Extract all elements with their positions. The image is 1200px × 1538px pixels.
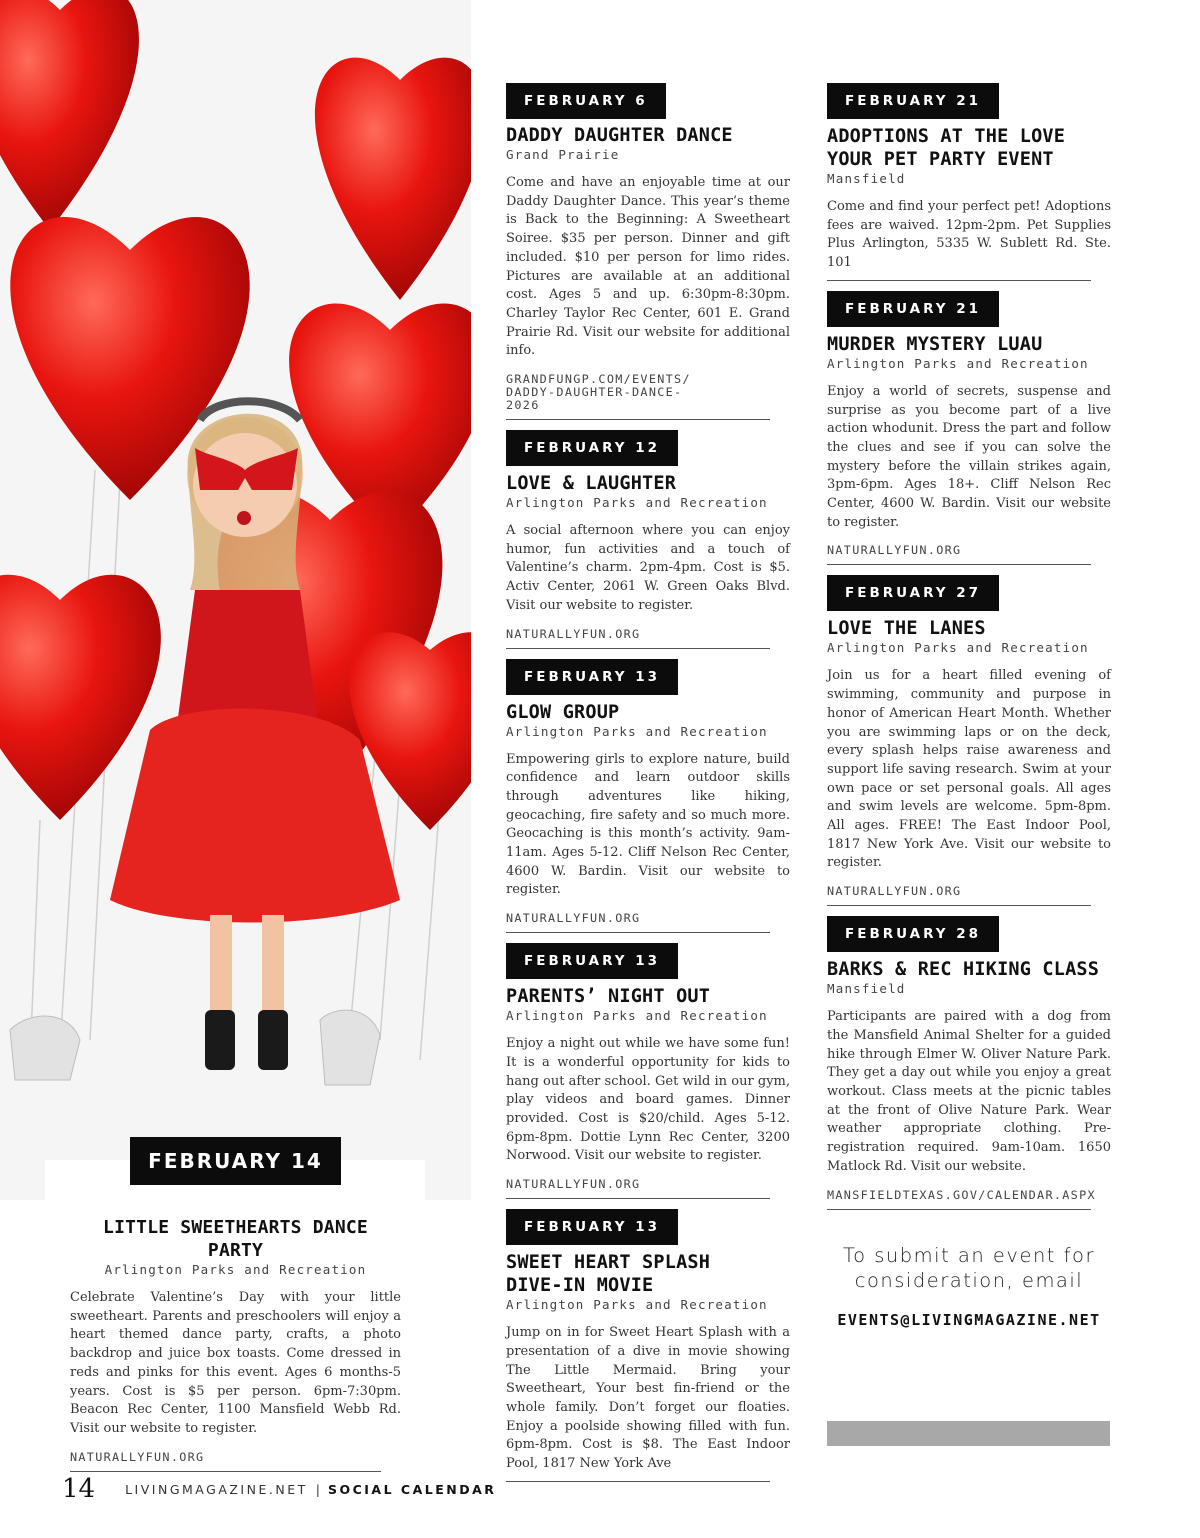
section-name: SOCIAL CALENDAR <box>327 1481 497 1497</box>
event-description: Enjoy a world of secrets, suspense and surprise as you become part of a live action whodunit. Dress the part and follow the clues and see if you can solve the mystery before the villain strikes again, 3pm-6pm. Ages 18+. Cliff Nelson Rec Center, 4600 W. Bardin. Visit our website to register. <box>827 383 1111 530</box>
event-title: ADOPTIONS AT THE LOVE YOUR PET PARTY EVENT <box>827 126 1066 170</box>
date-tag: FEBRUARY 27 <box>827 575 999 611</box>
site-name: LIVINGMAGAZINE.NET <box>125 1481 308 1497</box>
date-tag: FEBRUARY 28 <box>827 916 999 952</box>
page-footer <box>62 1472 496 1506</box>
event-description: Jump on in for Sweet Heart Splash with a presentation of a dive in movie showing The Little Mermaid. Bring your Sweetheart, Your best fin-friend or the whole family. Don’t forget our floaties. Enjoy a poolside showing filled with fun. 6pm-8pm. Cost is $8. The East Indoor Pool, 1817 New York Ave <box>506 1325 790 1472</box>
event-title: SWEET HEART SPLASH DIVE-IN MOVIE <box>506 1252 711 1297</box>
event-organizer: Arlington Parks and Recreation <box>506 495 768 511</box>
event-barks-and-rec <box>827 916 1111 1209</box>
divider <box>506 1481 770 1482</box>
divider <box>827 280 1091 281</box>
event-title: DADDY DAUGHTER DANCE <box>506 125 733 146</box>
event-title: LOVE THE LANES <box>827 618 986 640</box>
event-glow-group <box>506 659 790 934</box>
event-url[interactable]: NATURALLYFUN.ORG <box>506 911 641 926</box>
event-love-and-laughter <box>506 430 790 649</box>
gray-bar <box>827 1421 1110 1446</box>
event-description: A social afternoon where you can enjoy humor, fun activities and a touch of Valentine’s charm. 2pm-4pm. Cost is $5. Activ Center, 2061 W. Green Oaks Blvd. Visit our website to register. <box>506 523 790 613</box>
event-description: Join us for a heart filled evening of swimming, community and purpose in honor of American Heart Month. Whether you are swimming laps or on the deck, every splash helps raise awareness and support life saving research. Swim at your own pace or set personal goals. All ages and swim levels are welcome. 5pm-8pm. All ages. FREE! The East Indoor Pool, 1817 New York Ave. Visit our website to register. <box>827 668 1111 871</box>
featured-date-tag: FEBRUARY 14 <box>130 1137 341 1185</box>
page-number: 14 <box>62 1474 96 1504</box>
event-url[interactable]: NATURALLYFUN.ORG <box>506 1177 641 1192</box>
event-title: MURDER MYSTERY LUAU <box>827 333 1043 355</box>
submit-text: To submit an event for consideration, email <box>843 1244 1095 1292</box>
event-organizer: Grand Prairie <box>506 147 620 162</box>
divider <box>827 905 1091 906</box>
featured-description: Celebrate Valentine’s Day with your little sweetheart. Parents and preschoolers will enjoy a heart themed dance party, crafts, a photo backdrop and juice box toasts. Come dressed in reds and pinks for this event. Ages 6 months-5 years. Cost is $5 per person. 6pm-7:30pm. Beacon Rec Center, 1100 Mansfield Webb Rd. Visit our website to register. <box>70 1290 401 1436</box>
date-tag: FEBRUARY 21 <box>827 291 999 327</box>
event-description: Come and have an enjoyable time at our Daddy Daughter Dance. This year’s theme is Back to the Beginning: A Sweetheart Soiree. $35 per person. Dinner and gift included. $10 per person for limo rides. Pictures are available at an additional cost. Ages 5 and up. 6:30pm-8:30pm. Charley Taylor Rec Center, 601 E. Grand Prairie Rd. Visit our website for additional info. <box>506 175 790 359</box>
divider <box>827 1209 1091 1210</box>
event-parents-night-out <box>506 943 790 1199</box>
submit-email-link[interactable]: EVENTS@LIVINGMAGAZINE.NET <box>837 1311 1101 1329</box>
event-title: BARKS & REC HIKING CLASS <box>827 959 1100 981</box>
events-column-2 <box>827 83 1111 1220</box>
event-sweet-heart-splash <box>506 1209 790 1482</box>
event-murder-mystery-luau <box>827 291 1111 566</box>
featured-url[interactable]: NATURALLYFUN.ORG <box>70 1449 205 1464</box>
events-column-1 <box>506 83 790 1492</box>
date-tag: FEBRUARY 13 <box>506 1209 678 1245</box>
event-love-the-lanes <box>827 575 1111 906</box>
event-organizer: Arlington Parks and Recreation <box>506 1297 768 1313</box>
footer-separator: | <box>315 1481 320 1497</box>
event-url[interactable]: GRANDFUNGP.COM/EVENTS/ DADDY-DAUGHTER-DANCE-2026 <box>506 372 691 413</box>
event-url[interactable]: NATURALLYFUN.ORG <box>827 884 962 899</box>
event-adoptions-love-your-pet <box>827 83 1111 281</box>
event-url[interactable]: MANSFIELDTEXAS.GOV/CALENDAR.ASPX <box>827 1187 1096 1202</box>
event-organizer: Arlington Parks and Recreation <box>827 355 1089 371</box>
event-description: Empowering girls to explore nature, build confidence and learn outdoor skills through adventures like hiking, geocaching, fire safety and so much more. Geocaching is this month’s activity. 9am-11am. Ages 5-12. Cliff Nelson Rec Center, 4600 W. Bardin. Visit our website to register. <box>506 751 790 898</box>
event-title: PARENTS’ NIGHT OUT <box>506 986 711 1008</box>
event-organizer: Mansfield <box>827 171 906 186</box>
event-daddy-daughter-dance <box>506 83 790 420</box>
event-organizer: Arlington Parks and Recreation <box>506 723 768 739</box>
event-description: Participants are paired with a dog from the Mansfield Animal Shelter for a guided hike through Elmer W. Oliver Nature Park. They get a day out while you enjoy a great workout. Class meets at the picnic tables at the front of Olive Nature Park. Wear weather appropriate clothing. Pre-registration required. 9am-10am. 1650 Matlock Rd. Visit our website. <box>827 1009 1111 1174</box>
date-tag: FEBRUARY 13 <box>506 659 678 695</box>
hero-photo <box>0 0 471 1200</box>
featured-title: LITTLE SWEETHEARTS DANCE PARTY <box>103 1217 368 1261</box>
event-url[interactable]: NATURALLYFUN.ORG <box>827 543 962 558</box>
date-tag: FEBRUARY 6 <box>506 83 666 119</box>
divider <box>506 419 770 420</box>
divider <box>506 932 770 933</box>
divider <box>827 564 1091 565</box>
divider <box>506 648 770 649</box>
date-tag: FEBRUARY 12 <box>506 430 678 466</box>
balloons-girl-illustration <box>0 0 471 1200</box>
event-description: Enjoy a night out while we have some fun! It is a wonderful opportunity for kids to hang out after school. Get wild in our gym, play videos and board games. Dinner provided. Cost is $20/child. Ages 5-12. 6pm-8pm. Dottie Lynn Rec Center, 3200 Norwood. Visit our website to register. <box>506 1036 790 1164</box>
featured-event <box>70 1210 401 1472</box>
divider <box>506 1198 770 1199</box>
event-organizer: Arlington Parks and Recreation <box>827 640 1089 656</box>
event-title: GLOW GROUP <box>506 701 620 723</box>
date-tag: FEBRUARY 21 <box>827 83 999 119</box>
date-tag: FEBRUARY 13 <box>506 943 678 979</box>
event-description: Come and find your perfect pet! Adoptions fees are waived. 12pm-2pm. Pet Supplies Plus Arlington, 5335 W. Sublett Rd. Ste. 101 <box>827 199 1111 271</box>
event-title: LOVE & LAUGHTER <box>506 473 677 495</box>
submit-event-box <box>827 1243 1111 1329</box>
featured-organizer: Arlington Parks and Recreation <box>104 1262 367 1277</box>
event-url[interactable]: NATURALLYFUN.ORG <box>506 626 641 641</box>
event-organizer: Arlington Parks and Recreation <box>506 1008 768 1024</box>
event-organizer: Mansfield <box>827 981 906 997</box>
